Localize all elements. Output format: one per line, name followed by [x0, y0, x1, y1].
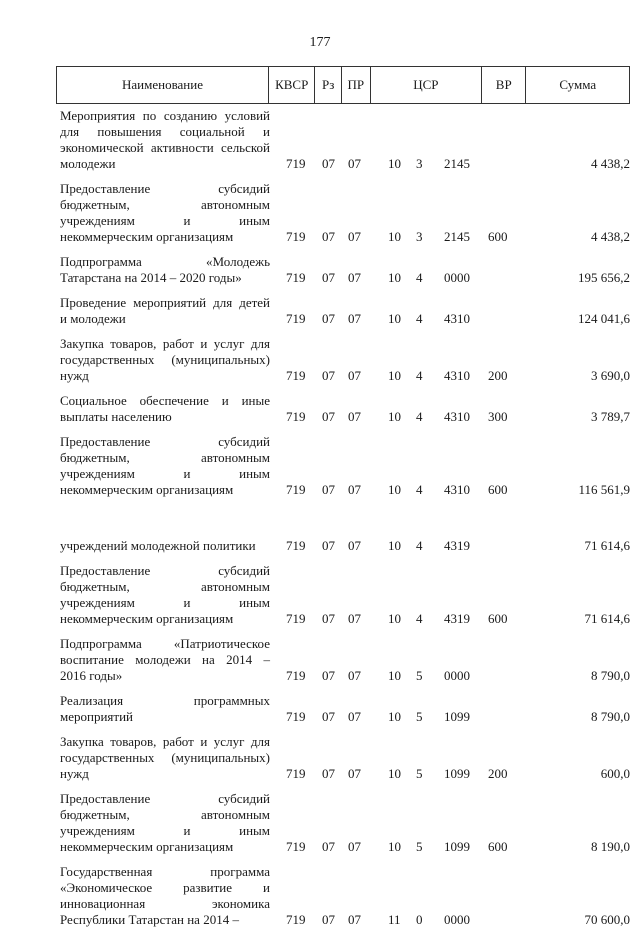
cell-rz: 07 — [322, 766, 335, 781]
cell-rz: 07 — [322, 409, 335, 424]
row-name-line: молодежи — [60, 156, 116, 171]
row-name-line: 2016 годы» — [60, 668, 123, 683]
row-name-line: бюджетным, автономным — [60, 807, 270, 822]
row-name-line: Социальное обеспечение и иные — [60, 393, 270, 408]
cell-kvsr: 719 — [286, 270, 306, 285]
row-name-line: мероприятий — [60, 709, 133, 724]
row-name-line: бюджетным, автономным — [60, 197, 270, 212]
row-values — [56, 270, 630, 286]
cell-csr1: 10 — [388, 611, 401, 626]
cell-csr3: 0000 — [444, 912, 470, 927]
cell-sum: 195 656,2 — [578, 270, 630, 285]
table-row — [56, 864, 630, 928]
cell-csr1: 10 — [388, 766, 401, 781]
table-row — [56, 693, 630, 725]
cell-pr: 07 — [348, 839, 361, 854]
cell-csr1: 10 — [388, 668, 401, 683]
table-row — [56, 254, 630, 286]
row-name-line: экономической активности сельской — [60, 140, 270, 155]
cell-csr3: 1099 — [444, 709, 470, 724]
row-name-line: Проведение мероприятий для детей — [60, 295, 270, 310]
cell-csr3: 4310 — [444, 409, 470, 424]
row-name-line: некоммерческим организациям — [60, 611, 234, 626]
header-vr: ВР — [481, 67, 525, 103]
header-csr: ЦСР — [370, 67, 481, 103]
cell-sum: 71 614,6 — [584, 538, 630, 553]
page-number: 177 — [309, 35, 331, 50]
cell-sum: 71 614,6 — [584, 611, 630, 626]
row-values — [56, 311, 630, 327]
row-name-line: Мероприятия по созданию условий — [60, 108, 270, 123]
row-name-line: учреждениям и иным — [60, 213, 270, 228]
cell-csr1: 10 — [388, 839, 401, 854]
cell-kvsr: 719 — [286, 766, 306, 781]
row-name-line: Предоставление субсидий — [60, 791, 270, 806]
row-values — [56, 409, 630, 425]
cell-csr3: 1099 — [444, 839, 470, 854]
cell-csr3: 0000 — [444, 668, 470, 683]
cell-vr: 300 — [488, 409, 508, 424]
cell-csr2: 5 — [416, 668, 423, 683]
cell-csr2: 4 — [416, 270, 423, 285]
table-row — [56, 336, 630, 384]
cell-csr1: 10 — [388, 270, 401, 285]
row-name-line: учреждений молодежной политики — [60, 538, 256, 553]
cell-pr: 07 — [348, 709, 361, 724]
cell-pr: 07 — [348, 668, 361, 683]
cell-csr1: 10 — [388, 409, 401, 424]
cell-csr2: 5 — [416, 709, 423, 724]
row-name-line: воспитание молодежи на 2014 – — [60, 652, 270, 667]
header-name: Наименование — [122, 77, 203, 92]
cell-csr3: 4319 — [444, 611, 470, 626]
table-body — [56, 108, 630, 928]
cell-csr2: 4 — [416, 368, 423, 383]
cell-kvsr: 719 — [286, 368, 306, 383]
cell-csr2: 4 — [416, 409, 423, 424]
cell-pr: 07 — [348, 311, 361, 326]
cell-kvsr: 719 — [286, 156, 306, 171]
row-values — [56, 538, 630, 554]
cell-pr: 07 — [348, 766, 361, 781]
cell-sum: 116 561,9 — [578, 482, 630, 497]
cell-csr3: 4319 — [444, 538, 470, 553]
cell-sum: 4 438,2 — [591, 229, 630, 244]
cell-kvsr: 719 — [286, 311, 306, 326]
cell-sum: 3 690,0 — [591, 368, 630, 383]
table-row — [56, 181, 630, 245]
cell-rz: 07 — [322, 311, 335, 326]
row-name-line: Республики Татарстан на 2014 – — [60, 912, 239, 927]
row-name-line: Татарстана на 2014 – 2020 годы» — [60, 270, 242, 285]
row-values — [56, 839, 630, 855]
cell-rz: 07 — [322, 368, 335, 383]
row-values — [56, 368, 630, 384]
row-name-line: некоммерческим организациям — [60, 229, 234, 244]
cell-kvsr: 719 — [286, 839, 306, 854]
row-name-line: Подпрограмма «Патриотическое — [60, 636, 270, 651]
table-row — [56, 295, 630, 327]
cell-kvsr: 719 — [286, 912, 306, 927]
table-row — [56, 393, 630, 425]
table-header — [56, 66, 630, 104]
cell-sum: 4 438,2 — [591, 156, 630, 171]
row-name-line: Предоставление субсидий — [60, 181, 270, 196]
cell-csr1: 10 — [388, 538, 401, 553]
cell-rz: 07 — [322, 156, 335, 171]
row-name-line: Предоставление субсидий — [60, 434, 270, 449]
cell-rz: 07 — [322, 270, 335, 285]
cell-rz: 07 — [322, 912, 335, 927]
row-name-line: нужд — [60, 766, 89, 781]
cell-pr: 07 — [348, 611, 361, 626]
row-values — [56, 229, 630, 245]
table-row — [56, 734, 630, 782]
cell-csr1: 10 — [388, 482, 401, 497]
cell-rz: 07 — [322, 839, 335, 854]
row-name-line: учреждениям и иным — [60, 595, 270, 610]
header-kvsr: КВСР — [268, 67, 314, 103]
cell-sum: 3 789,7 — [591, 409, 630, 424]
cell-rz: 07 — [322, 229, 335, 244]
cell-csr2: 4 — [416, 538, 423, 553]
cell-csr3: 4310 — [444, 368, 470, 383]
table-row — [56, 791, 630, 855]
cell-csr1: 10 — [388, 229, 401, 244]
row-name-line: учреждениям и иным — [60, 466, 270, 481]
cell-rz: 07 — [322, 709, 335, 724]
cell-pr: 07 — [348, 409, 361, 424]
cell-csr2: 4 — [416, 611, 423, 626]
row-name-line: для повышения социальной и — [60, 124, 270, 139]
row-name-line: Подпрограмма «Молодежь — [60, 254, 270, 269]
row-name-line: некоммерческим организациям — [60, 482, 234, 497]
cell-csr1: 10 — [388, 709, 401, 724]
cell-kvsr: 719 — [286, 668, 306, 683]
row-name-line: инновационная экономика — [60, 896, 270, 911]
cell-sum: 600,0 — [600, 766, 630, 781]
row-values — [56, 766, 630, 782]
row-name-line: «Экономическое развитие и — [60, 880, 270, 895]
cell-vr: 200 — [488, 368, 508, 383]
cell-csr1: 10 — [388, 368, 401, 383]
row-name-line — [60, 522, 270, 538]
row-name-line: государственных (муниципальных) — [60, 352, 270, 367]
cell-pr: 07 — [348, 229, 361, 244]
cell-csr2: 3 — [416, 229, 423, 244]
cell-csr3: 2145 — [444, 229, 470, 244]
cell-kvsr: 719 — [286, 229, 306, 244]
cell-pr: 07 — [348, 270, 361, 285]
row-name-line: и молодежи — [60, 311, 126, 326]
cell-pr: 07 — [348, 368, 361, 383]
row-name-line: Закупка товаров, работ и услуг для — [60, 734, 270, 749]
row-name-line: выплаты населению — [60, 409, 172, 424]
table-row — [56, 563, 630, 627]
budget-table — [56, 66, 630, 928]
cell-sum: 8 790,0 — [591, 709, 630, 724]
header-sum: Сумма — [525, 67, 629, 103]
cell-sum: 8 190,0 — [591, 839, 630, 854]
cell-kvsr: 719 — [286, 482, 306, 497]
cell-csr2: 0 — [416, 912, 423, 927]
cell-csr2: 5 — [416, 766, 423, 781]
row-name-line: Государственная программа — [60, 864, 270, 879]
cell-rz: 07 — [322, 482, 335, 497]
cell-vr: 600 — [488, 611, 508, 626]
cell-csr1: 11 — [388, 912, 401, 927]
row-values — [56, 482, 630, 498]
row-values — [56, 912, 630, 928]
cell-sum: 8 790,0 — [591, 668, 630, 683]
cell-csr1: 10 — [388, 156, 401, 171]
cell-pr: 07 — [348, 156, 361, 171]
cell-vr: 600 — [488, 229, 508, 244]
cell-vr: 600 — [488, 482, 508, 497]
cell-csr2: 5 — [416, 839, 423, 854]
row-name-line: Реализация программных — [60, 693, 270, 708]
cell-kvsr: 719 — [286, 611, 306, 626]
row-values — [56, 668, 630, 684]
cell-rz: 07 — [322, 668, 335, 683]
cell-csr2: 3 — [416, 156, 423, 171]
cell-csr2: 4 — [416, 311, 423, 326]
cell-kvsr: 719 — [286, 538, 306, 553]
cell-pr: 07 — [348, 912, 361, 927]
table-row — [56, 434, 630, 498]
row-name-line: учреждениям и иным — [60, 823, 270, 838]
cell-csr2: 4 — [416, 482, 423, 497]
cell-vr: 200 — [488, 766, 508, 781]
row-name-line: Закупка товаров, работ и услуг для — [60, 336, 270, 351]
row-values — [56, 709, 630, 725]
cell-csr3: 4310 — [444, 482, 470, 497]
cell-sum: 124 041,6 — [578, 311, 630, 326]
row-name-line: бюджетным, автономным — [60, 579, 270, 594]
cell-rz: 07 — [322, 611, 335, 626]
cell-kvsr: 719 — [286, 709, 306, 724]
row-name-line: бюджетным, автономным — [60, 450, 270, 465]
table-row — [56, 522, 630, 554]
table-row — [56, 108, 630, 172]
row-name-line: Предоставление субсидий — [60, 563, 270, 578]
row-values — [56, 156, 630, 172]
cell-csr3: 4310 — [444, 311, 470, 326]
cell-vr: 600 — [488, 839, 508, 854]
cell-rz: 07 — [322, 538, 335, 553]
cell-csr3: 1099 — [444, 766, 470, 781]
cell-pr: 07 — [348, 538, 361, 553]
row-name-line: некоммерческим организациям — [60, 839, 234, 854]
cell-csr3: 2145 — [444, 156, 470, 171]
cell-csr1: 10 — [388, 311, 401, 326]
header-rz: Рз — [314, 67, 341, 103]
row-values — [56, 611, 630, 627]
header-pr: ПР — [341, 67, 370, 103]
cell-pr: 07 — [348, 482, 361, 497]
cell-csr3: 0000 — [444, 270, 470, 285]
row-name-line: нужд — [60, 368, 89, 383]
row-name-line: государственных (муниципальных) — [60, 750, 270, 765]
table-row — [56, 636, 630, 684]
cell-kvsr: 719 — [286, 409, 306, 424]
cell-sum: 70 600,0 — [584, 912, 630, 927]
